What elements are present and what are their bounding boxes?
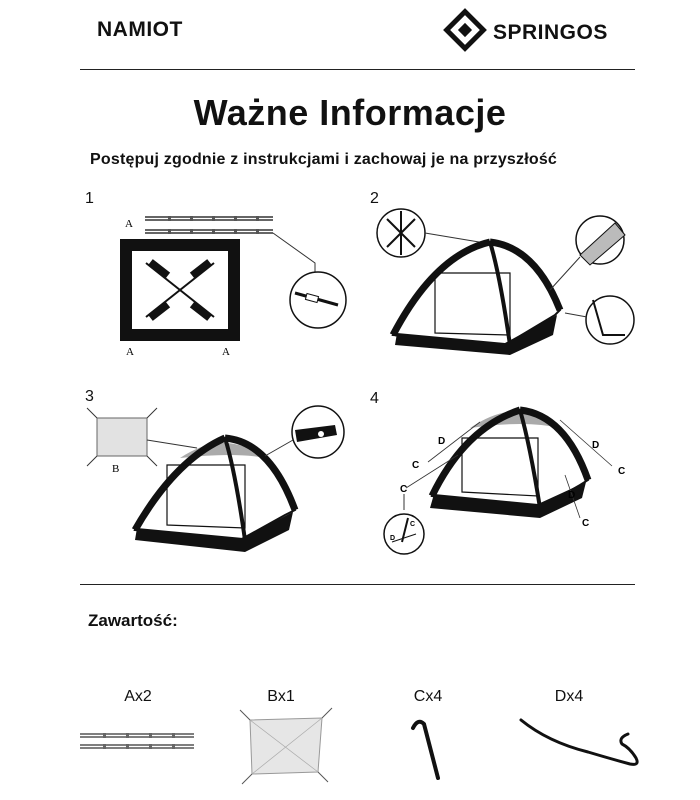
- step-2-illustration: [375, 195, 665, 375]
- step-1-label-a-right: A: [222, 346, 230, 358]
- step-number-2: 2: [370, 190, 379, 207]
- step-3-illustration: [85, 400, 375, 570]
- step-1-label-a-top: A: [125, 218, 133, 230]
- contents-label: Zawartość:: [88, 611, 178, 630]
- step-number-1: 1: [85, 190, 94, 207]
- step-4-label-d-2: D: [592, 440, 600, 451]
- step-4-detail-label-d: D: [390, 535, 396, 542]
- item-a-label: Ax2: [124, 688, 152, 705]
- step-number-4: 4: [370, 390, 379, 407]
- page-title: Ważne Informacje: [193, 92, 507, 133]
- page-subtitle: Postępuj zgodnie z instrukcjami i zachowaj je na przyszłość: [90, 151, 558, 168]
- step-1-label-a-left: A: [126, 346, 134, 358]
- brand-logo: [445, 10, 635, 50]
- step-4-detail-label-c: C: [410, 521, 416, 528]
- contents-divider: [80, 584, 635, 585]
- step-3-label-b: B: [112, 463, 120, 475]
- item-d-label: Dx4: [554, 688, 584, 705]
- step-4-label-c-3: C: [618, 466, 626, 477]
- step-4-label-c-2: C: [400, 484, 408, 495]
- product-name: NAMIOT: [97, 18, 183, 41]
- step-4-label-d-3: D: [568, 490, 576, 501]
- step-4-label-d-1: D: [438, 436, 446, 447]
- springos-logo-icon: [445, 10, 485, 50]
- guy-rope-icon: [518, 714, 648, 774]
- peg-icon: [410, 716, 450, 786]
- item-c-label: Cx4: [413, 688, 443, 705]
- pole-icon: [78, 730, 198, 760]
- item-b-label: Bx1: [267, 688, 295, 705]
- step-4-illustration: [380, 400, 650, 565]
- header-divider: [80, 69, 635, 70]
- step-number-3: 3: [85, 388, 94, 405]
- step-4-label-c-4: C: [582, 518, 590, 529]
- brand-name: SPRINGOS: [493, 21, 608, 44]
- step-4-label-c-1: C: [412, 460, 420, 471]
- rainfly-icon: [236, 706, 336, 786]
